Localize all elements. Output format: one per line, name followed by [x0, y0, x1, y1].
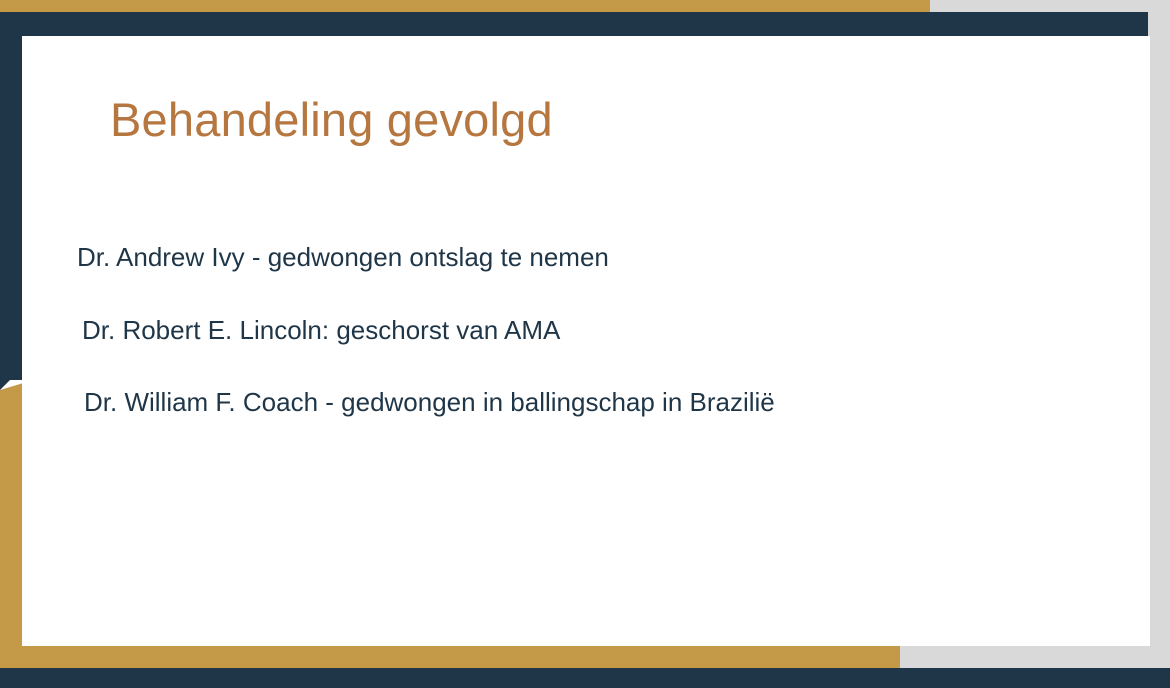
slide-body-list: [77, 241, 1077, 459]
list-item: Dr. William F. Coach - gedwongen in ballingschap in Brazilië: [84, 387, 775, 417]
slide-title: Behandeling gevolgd: [110, 93, 553, 146]
list-item: Dr. Robert E. Lincoln: geschorst van AMA: [82, 314, 561, 345]
slide-canvas: [22, 36, 1150, 646]
decoration-silver-right-band: [1148, 12, 1170, 672]
list-item: Dr. Andrew Ivy - gedwongen ontslag te nemen: [77, 242, 609, 272]
decoration-dark-frame-top: [0, 12, 1170, 36]
decoration-navy-bottom-band: [0, 668, 1170, 688]
